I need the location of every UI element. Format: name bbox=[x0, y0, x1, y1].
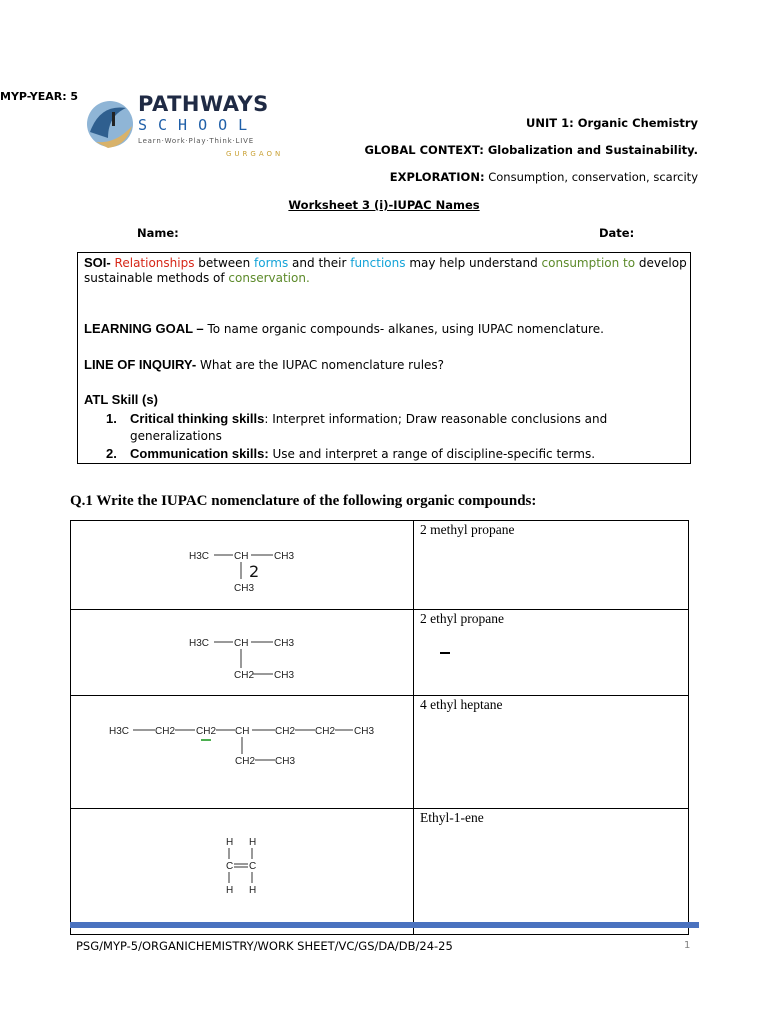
logo-school: SCHOOL bbox=[138, 116, 259, 134]
page-number: 1 bbox=[684, 940, 691, 951]
svg-text:CH3: CH3 bbox=[234, 583, 255, 594]
atl-label: ATL Skill (s) bbox=[84, 392, 158, 407]
atl-item-1: 1. Critical thinking skills: Interpret information; Draw reasonable conclusions and bbox=[106, 411, 608, 426]
structure-cell bbox=[71, 809, 414, 935]
svg-text:H3C: H3C bbox=[189, 551, 210, 562]
learning-goal: LEARNING GOAL – To name organic compounds- alkanes, using IUPAC nomenclature. bbox=[84, 321, 604, 336]
answer-cell: 4 ethyl heptane bbox=[414, 696, 689, 809]
wave-logo-icon bbox=[86, 94, 136, 156]
structure-2-methyl-propane bbox=[71, 521, 413, 605]
objectives-box bbox=[77, 252, 691, 464]
soi-line-1: SOI- Relationships between forms and their functions may help understand consumption to develop bbox=[84, 255, 687, 270]
svg-text:CH: CH bbox=[234, 551, 249, 562]
compounds-table bbox=[70, 520, 689, 935]
svg-text:CH2: CH2 bbox=[235, 756, 256, 767]
svg-text:H3C: H3C bbox=[189, 638, 210, 649]
footer-text: PSG/MYP-5/ORGANICHEMISTRY/WORK SHEET/VC/GS/DA/DB/24-25 bbox=[76, 939, 453, 953]
structure-ethene bbox=[71, 809, 413, 930]
svg-text:CH: CH bbox=[235, 726, 250, 737]
logo-city: GURGAON bbox=[226, 150, 284, 158]
answer-cell: 2 methyl propane bbox=[414, 521, 689, 610]
logo-title: PATHWAYS bbox=[138, 92, 269, 116]
logo-tagline: Learn·Work·Play·Think·LIVE bbox=[138, 137, 254, 145]
svg-text:H: H bbox=[226, 885, 234, 896]
exploration: EXPLORATION: Consumption, conservation, scarcity bbox=[389, 170, 698, 184]
school-logo bbox=[86, 92, 296, 160]
structure-cell bbox=[71, 521, 414, 610]
svg-text:CH3: CH3 bbox=[274, 638, 295, 649]
svg-text:CH2: CH2 bbox=[196, 726, 217, 737]
worksheet-title: Worksheet 3 (i)-IUPAC Names bbox=[288, 198, 480, 212]
structure-4-ethyl-heptane bbox=[71, 696, 413, 804]
svg-text:CH3: CH3 bbox=[274, 670, 295, 681]
footer-bar bbox=[70, 922, 699, 928]
svg-text:CH2: CH2 bbox=[275, 726, 296, 737]
unit-title: UNIT 1: Organic Chemistry bbox=[526, 116, 698, 130]
svg-text:CH3: CH3 bbox=[274, 551, 295, 562]
structure-cell bbox=[71, 696, 414, 809]
name-label: Name: bbox=[137, 226, 179, 240]
svg-text:H: H bbox=[249, 885, 257, 896]
atl-item-2: 2. Communication skills: Use and interpret a range of discipline-specific terms. bbox=[106, 446, 596, 461]
svg-text:2: 2 bbox=[249, 562, 260, 581]
myp-year: MYP-YEAR: 5 bbox=[0, 90, 79, 103]
svg-text:C: C bbox=[249, 861, 257, 872]
table-row bbox=[71, 610, 689, 696]
soi-line-2: sustainable methods of conservation. bbox=[84, 271, 310, 285]
svg-text:H3C: H3C bbox=[109, 726, 130, 737]
answer-cell: Ethyl-1-ene bbox=[414, 809, 689, 935]
svg-text:H: H bbox=[226, 837, 234, 848]
structure-2-ethyl-propane bbox=[71, 610, 413, 691]
answer-cell: 2 ethyl propane bbox=[414, 610, 689, 696]
svg-text:CH2: CH2 bbox=[155, 726, 176, 737]
svg-text:C: C bbox=[226, 861, 234, 872]
table-row bbox=[71, 809, 689, 935]
structure-cell bbox=[71, 610, 414, 696]
svg-text:CH2: CH2 bbox=[234, 670, 255, 681]
svg-text:H: H bbox=[249, 837, 257, 848]
atl-item-1-cont: generalizations bbox=[130, 429, 222, 443]
date-label: Date: bbox=[599, 226, 635, 240]
svg-text:CH2: CH2 bbox=[315, 726, 336, 737]
svg-text:CH3: CH3 bbox=[275, 756, 296, 767]
table-row bbox=[71, 521, 689, 610]
question-heading: Q.1 Write the IUPAC nomenclature of the following organic compounds: bbox=[70, 493, 537, 509]
table-row bbox=[71, 696, 689, 809]
svg-text:CH3: CH3 bbox=[354, 726, 375, 737]
line-of-inquiry: LINE OF INQUIRY- What are the IUPAC nomenclature rules? bbox=[84, 357, 445, 372]
svg-text:CH: CH bbox=[234, 638, 249, 649]
dash-mark bbox=[440, 652, 450, 654]
global-context: GLOBAL CONTEXT: Globalization and Sustainability. bbox=[364, 143, 698, 157]
